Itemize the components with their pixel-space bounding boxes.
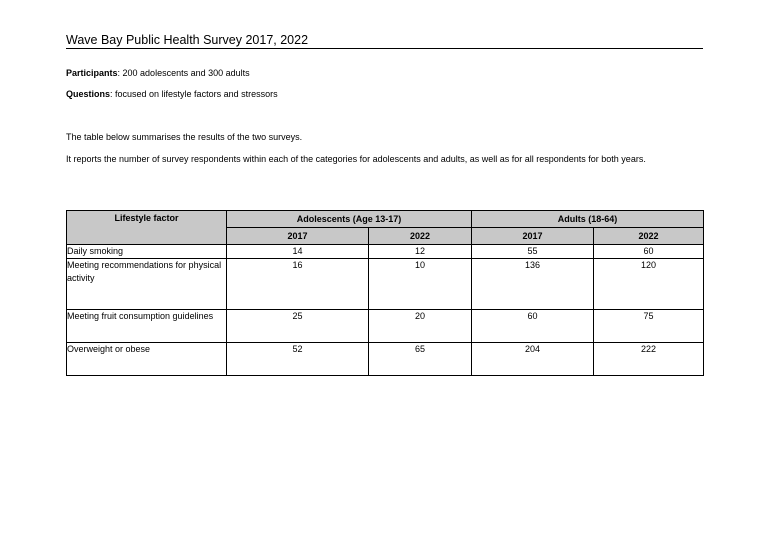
table-header-row	[67, 211, 704, 228]
table-row	[67, 343, 704, 376]
header-adolescents-2022: 2022	[369, 228, 472, 245]
header-adults-2022: 2022	[594, 228, 704, 245]
questions-value: : focused on lifestyle factors and stressors	[110, 89, 278, 99]
adults-2022-cell: 60	[594, 245, 704, 259]
table-row	[67, 245, 704, 259]
header-adolescents: Adolescents (Age 13-17)	[227, 211, 472, 228]
adults-2022-cell: 120	[594, 259, 704, 310]
adults-2017-cell: 60	[472, 310, 594, 343]
factor-cell: Daily smoking	[67, 245, 227, 259]
title-divider	[66, 48, 703, 49]
adolescents-2017-cell: 16	[227, 259, 369, 310]
adolescents-2017-cell: 25	[227, 310, 369, 343]
adolescents-2017-cell: 52	[227, 343, 369, 376]
adults-2017-cell: 55	[472, 245, 594, 259]
adults-2017-cell: 136	[472, 259, 594, 310]
header-adults: Adults (18-64)	[472, 211, 704, 228]
results-table	[66, 210, 704, 376]
factor-cell: Meeting fruit consumption guidelines	[67, 310, 227, 343]
adults-2022-cell: 75	[594, 310, 704, 343]
adults-2022-cell: 222	[594, 343, 704, 376]
adults-2017-cell: 204	[472, 343, 594, 376]
factor-cell: Meeting recommendations for physical activity	[67, 259, 227, 310]
participants-line	[66, 67, 250, 79]
factor-cell: Overweight or obese	[67, 343, 227, 376]
questions-label: Questions	[66, 89, 111, 99]
header-adults-2017: 2017	[472, 228, 594, 245]
adolescents-2022-cell: 20	[369, 310, 472, 343]
participants-label: Participants	[66, 68, 118, 78]
description-paragraph: It reports the number of survey respondents within each of the categories for adolescents and adults, as well as for all respondents for both years.	[66, 154, 646, 164]
participants-value: : 200 adolescents and 300 adults	[117, 68, 250, 78]
page-title: Wave Bay Public Health Survey 2017, 2022	[66, 33, 309, 47]
adolescents-2022-cell: 10	[369, 259, 472, 310]
table-row	[67, 259, 704, 310]
header-adolescents-2017: 2017	[227, 228, 369, 245]
adolescents-2022-cell: 65	[369, 343, 472, 376]
questions-line	[66, 88, 278, 100]
intro-paragraph: The table below summarises the results of the two surveys.	[66, 132, 303, 142]
adolescents-2017-cell: 14	[227, 245, 369, 259]
table-row	[67, 310, 704, 343]
adolescents-2022-cell: 12	[369, 245, 472, 259]
header-lifestyle-factor: Lifestyle factor	[67, 211, 227, 245]
